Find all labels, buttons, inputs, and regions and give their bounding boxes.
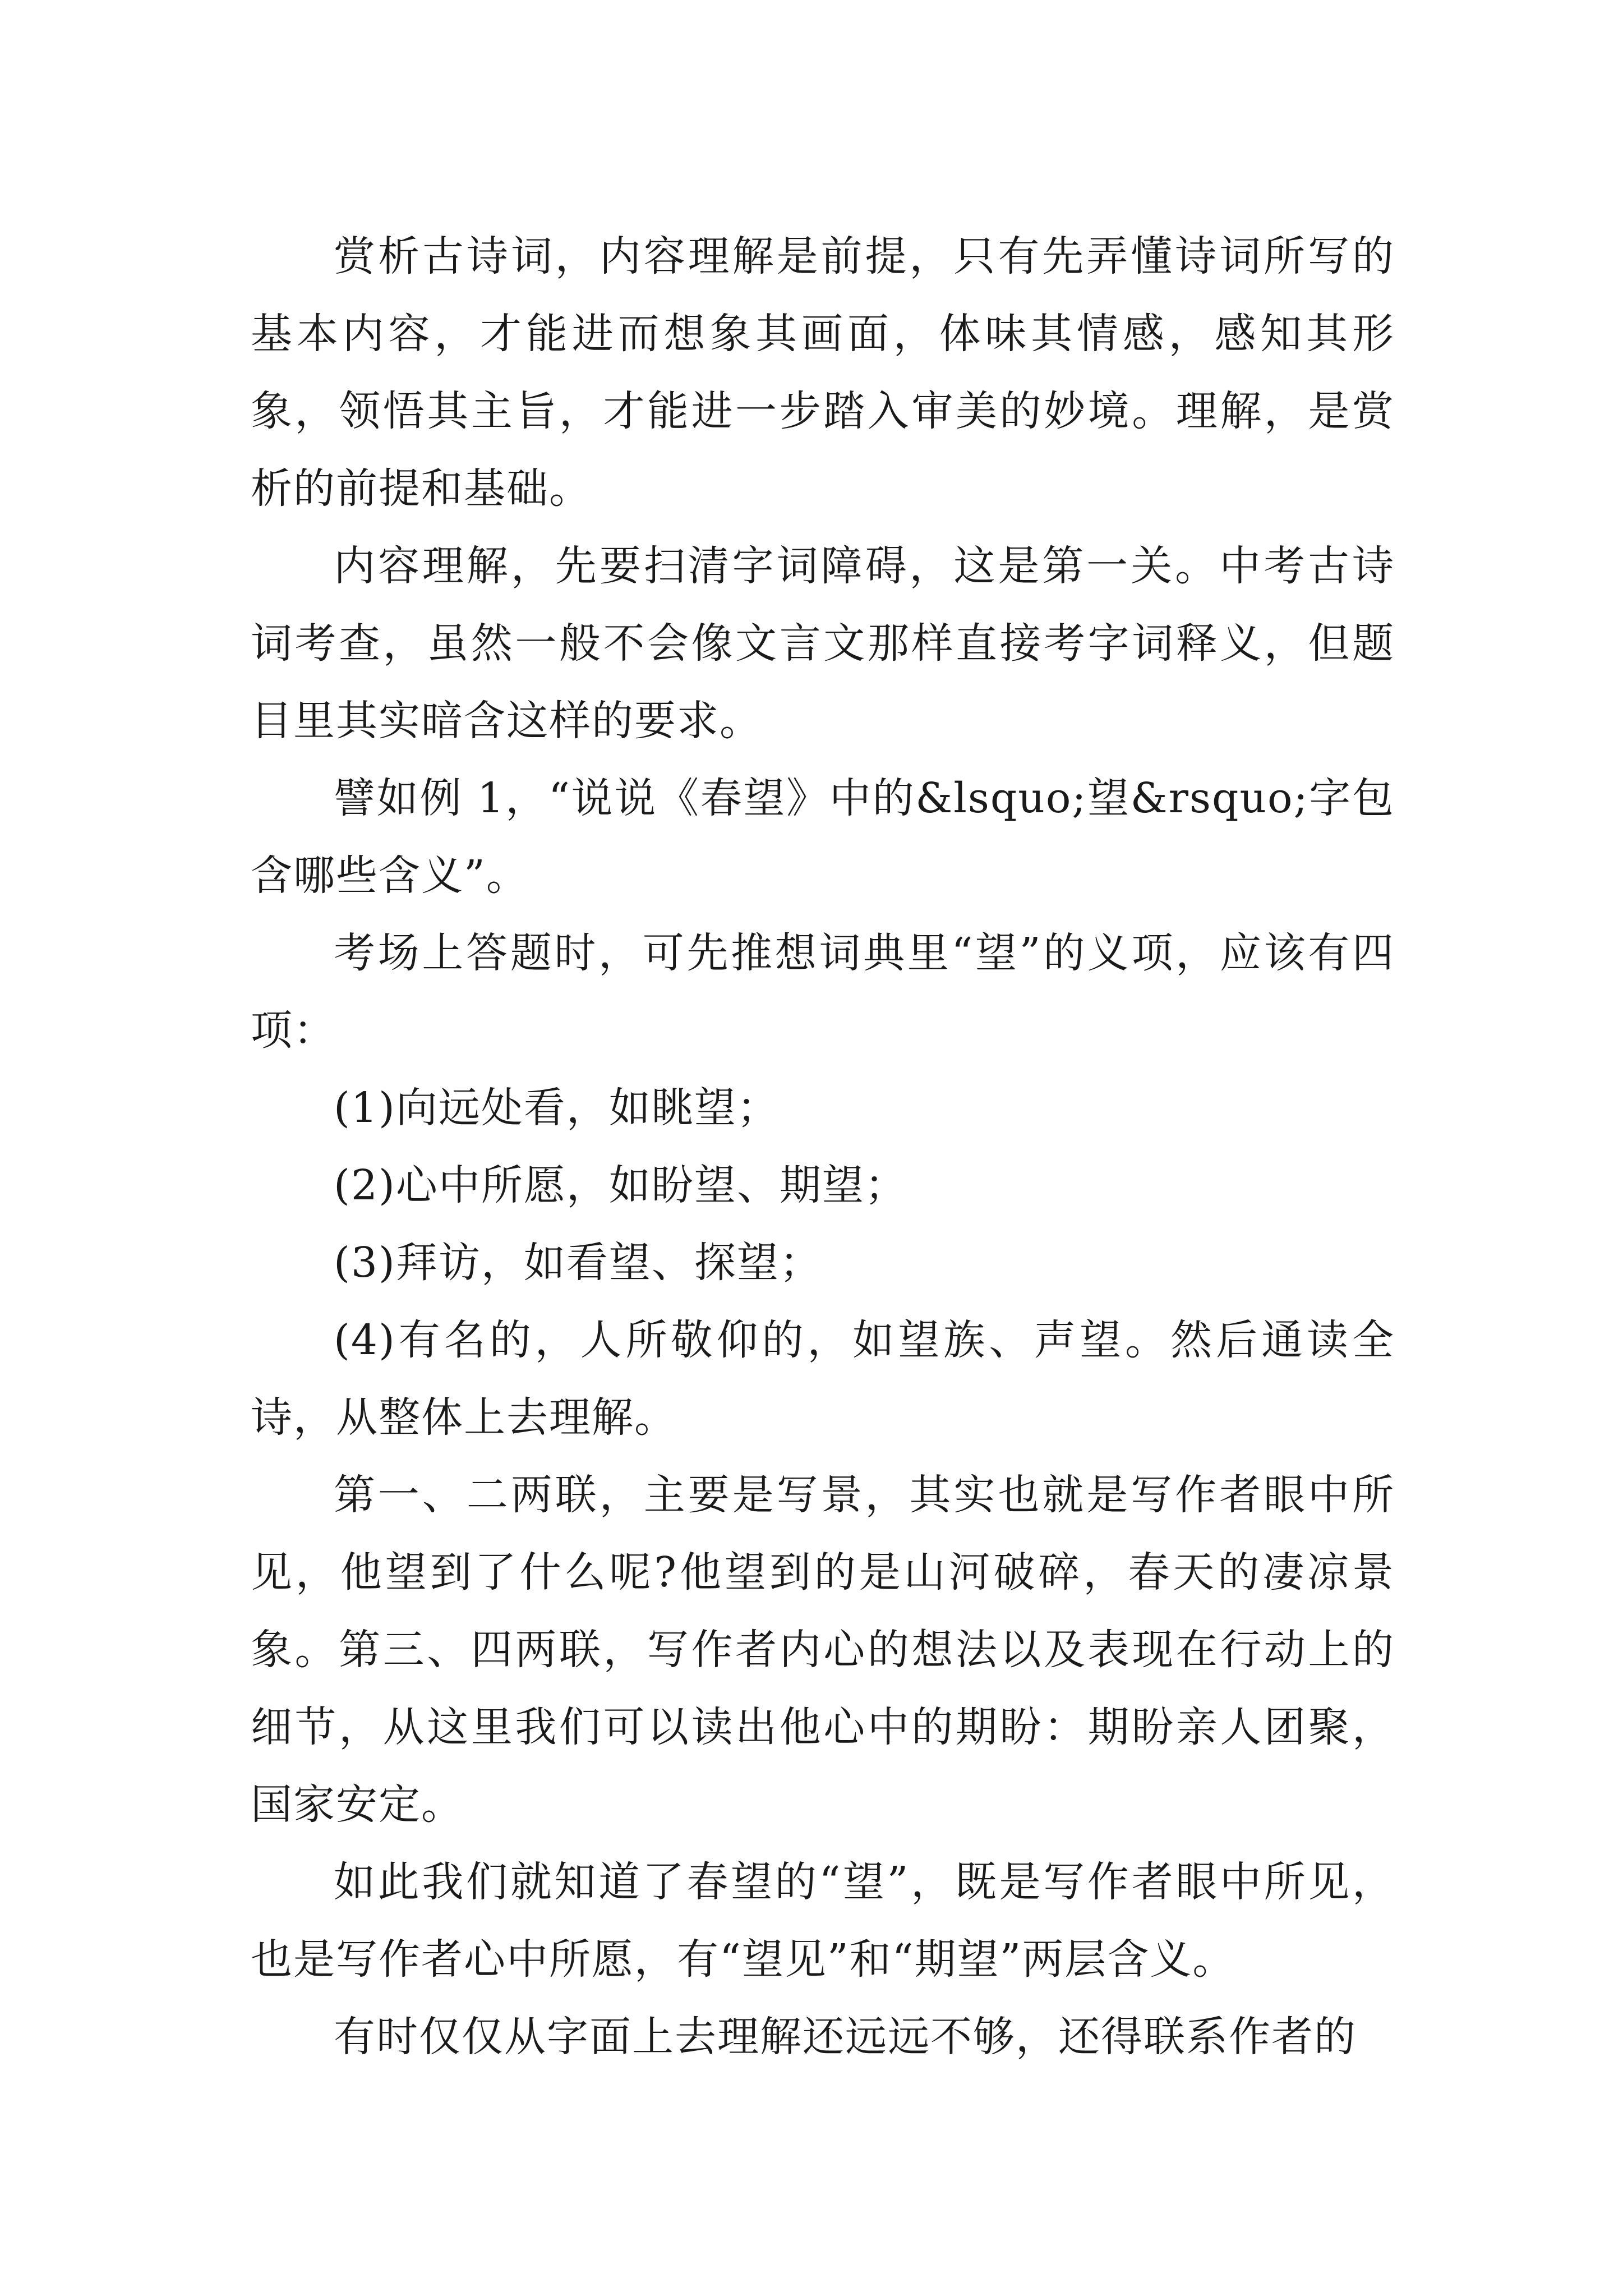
- paragraph-dictionary-senses: 考场上答题时，可先推想词典里“望”的义项，应该有四项：: [251, 929, 1395, 1055]
- list-item-sense-2: (2)心中所愿，如盼望、期望；: [334, 1161, 907, 1209]
- paragraph-intro: 赏析古诗词，内容理解是前提，只有先弄懂诗词所写的基本内容，才能进而想象其画面，体味其情感，感知其形象，领悟其主旨，才能进一步踏入审美的妙境。理解，是赏析的前提和基础。: [251, 232, 1395, 513]
- list-item-sense-3: (3)拜访，如看望、探望；: [334, 1239, 822, 1287]
- paragraph-word-barrier: 内容理解，先要扫清字词障碍，这是第一关。中考古诗词考查，虽然一般不会像文言文那样直接考字词释义，但题目里其实暗含这样的要求。: [251, 542, 1395, 745]
- paragraph-conclusion: 如此我们就知道了春望的“望”，既是写作者眼中所见，也是写作者心中所愿，有“望见”和“期望”两层含义。: [251, 1858, 1395, 1984]
- list-item-sense-4: (4)有名的，人所敬仰的，如望族、声望。然后通读全诗，从整体上去理解。: [251, 1316, 1395, 1442]
- list-item-sense-1: (1)向远处看，如眺望；: [334, 1084, 780, 1132]
- paragraph-continuation: 有时仅仅从字面上去理解还远远不够，还得联系作者的: [334, 2013, 1357, 2061]
- paragraph-example-1: 譬如例 1，“说说《春望》中的&lsquo;望&rsquo;字包含哪些含义”。: [251, 774, 1395, 900]
- paragraph-couplet-analysis: 第一、二两联，主要是写景，其实也就是写作者眼中所见，他望到了什么呢?他望到的是山河破碎，春天的凄凉景象。第三、四两联，写作者内心的想法以及表现在行动上的细节，从这里我们可以读出他心中的期盼：期盼亲人团聚，国家安定。: [251, 1471, 1395, 1829]
- document-body: [251, 218, 1395, 2076]
